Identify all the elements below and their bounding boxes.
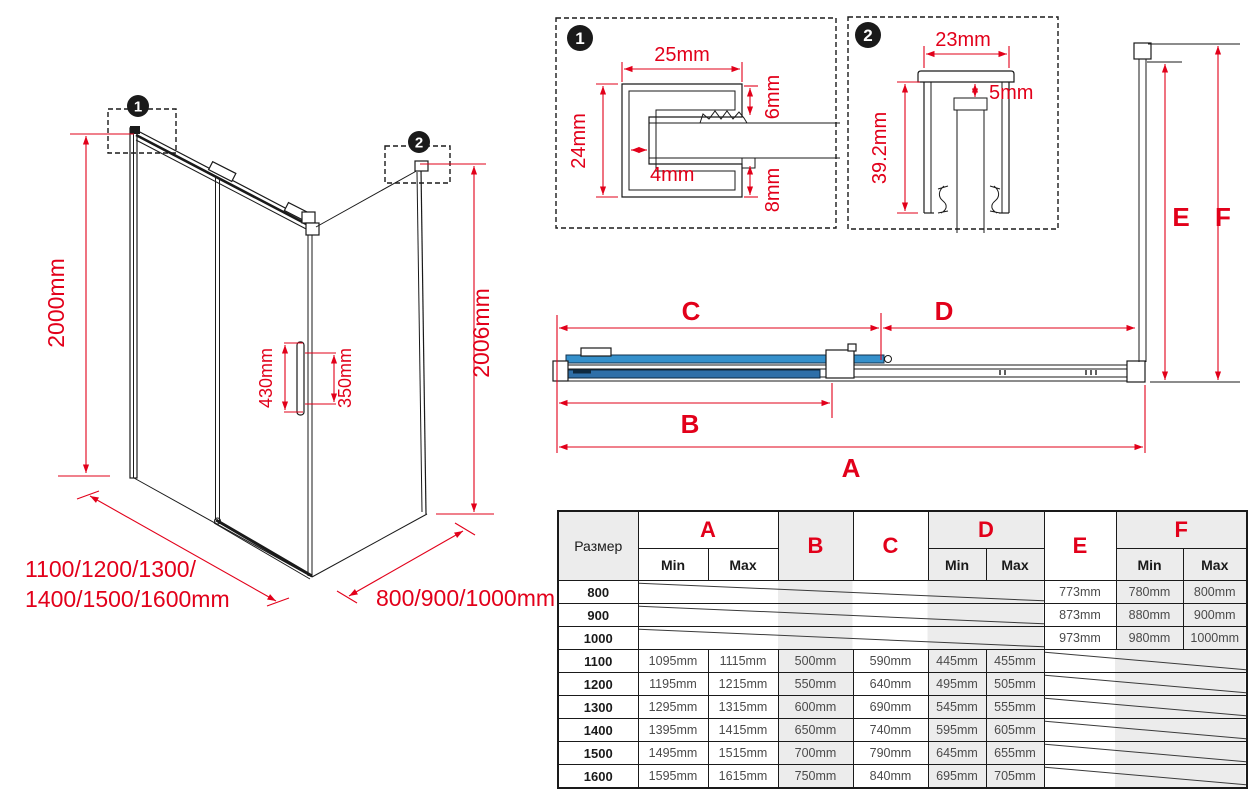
cell-a-min: 1195mm [638,673,708,696]
cell-d-max: 705mm [986,765,1044,789]
row-size-label: 800 [558,581,638,604]
cell-f-min: 880mm [1116,604,1183,627]
cell-b: 700mm [778,742,853,765]
panel-divider [215,176,221,524]
strike-line [639,581,1044,603]
cell-a-min: 1095mm [638,650,708,673]
strike-line [1045,673,1247,695]
marker-2-number: 2 [414,134,424,152]
cell-e: 873mm [1044,604,1116,627]
struck-cells-ef [1044,719,1247,742]
dim-width-options-line1: 1100/1200/1300/ [25,556,196,582]
subheader-d-max: Max [986,549,1044,581]
detail-2-badge-number: 2 [863,26,873,45]
cell-a-max: 1215mm [708,673,778,696]
side-panel [312,161,428,577]
table-row [558,581,1247,604]
plan-view [553,43,1240,483]
table-row [558,742,1247,765]
dim-label-c: C [681,296,701,326]
dim-profile-top-arm: 6mm [762,74,784,120]
table-row [558,650,1247,673]
subheader-f-max: Max [1183,549,1247,581]
row-size-label: 900 [558,604,638,627]
cell-c: 590mm [853,650,928,673]
roller-block-1 [209,162,236,182]
cell-d-min: 495mm [928,673,986,696]
subheader-a-max: Max [708,549,778,581]
cell-d-min: 695mm [928,765,986,789]
cell-a-max: 1415mm [708,719,778,742]
struck-cells-ef [1044,650,1247,673]
subheader-d-min: Min [928,549,986,581]
dim-height-left: 2000mm [43,258,69,348]
cell-b: 650mm [778,719,853,742]
column-header-a: A [638,511,778,549]
cell-b: 750mm [778,765,853,789]
marker-1 [108,95,176,153]
cell-f-max: 1000mm [1183,627,1247,650]
wall-profile-left [130,126,140,478]
detail-1 [556,18,840,228]
cell-a-min: 1395mm [638,719,708,742]
dim-label-f: F [1215,202,1231,232]
dim-height-right: 2006mm [468,288,494,378]
cell-b: 600mm [778,696,853,719]
cell-a-min: 1295mm [638,696,708,719]
struck-cells-ef [1044,742,1247,765]
cell-a-min: 1495mm [638,742,708,765]
dim-rail-width: 23mm [935,29,991,51]
dim-rail-height: 39.2mm [869,111,891,185]
cell-d-min: 645mm [928,742,986,765]
row-size-label: 1200 [558,673,638,696]
dim-depth-options: 800/900/1000mm [376,585,556,611]
dim-handle-inner: 350mm [335,347,355,409]
dim-profile-width: 25mm [654,44,710,66]
column-header-b: B [778,511,853,581]
row-size-label: 1600 [558,765,638,789]
table-row [558,604,1247,627]
dim-label-d: D [934,296,954,326]
isometric-view [25,95,555,612]
column-header-d: D [928,511,1044,549]
dim-width-options-line2: 1400/1500/1600mm [25,586,230,612]
table-row [558,719,1247,742]
top-rail [136,130,310,231]
cell-d-max: 605mm [986,719,1044,742]
struck-cells-ef [1044,765,1247,789]
dim-label-e: E [1172,202,1190,232]
detail-2 [848,17,1058,233]
cell-d-min: 545mm [928,696,986,719]
size-table [557,510,1248,789]
table-row [558,696,1247,719]
detail-1-badge [567,25,593,51]
strike-line [1045,742,1247,764]
detail-2-badge [855,22,881,48]
row-size-label: 1000 [558,627,638,650]
cell-d-min: 445mm [928,650,986,673]
table-row [558,627,1247,650]
cell-a-max: 1615mm [708,765,778,789]
strike-line [1045,696,1247,718]
subheader-a-min: Min [638,549,708,581]
cell-f-min: 780mm [1116,581,1183,604]
strike-line [1045,719,1247,741]
row-size-label: 1500 [558,742,638,765]
dim-handle-height: 430mm [256,347,276,409]
struck-cells-abcd [638,627,1044,650]
dim-profile-bottom-arm: 8mm [762,167,784,213]
table-row [558,765,1247,789]
cell-e: 773mm [1044,581,1116,604]
strike-line [639,604,1044,626]
column-header-e: E [1044,511,1116,581]
plan-dimensions [557,46,1231,483]
column-header-f: F [1116,511,1247,549]
cell-e: 973mm [1044,627,1116,650]
detail-1-badge-number: 1 [575,29,585,48]
dim-label-b: B [680,409,700,439]
cell-b: 500mm [778,650,853,673]
marker-1-number: 1 [133,98,143,116]
struck-cells-abcd [638,581,1044,604]
struck-cells-abcd [638,604,1044,627]
row-size-label: 1100 [558,650,638,673]
cell-a-max: 1315mm [708,696,778,719]
cell-d-max: 655mm [986,742,1044,765]
size-header: Размер [558,511,638,581]
cell-d-max: 505mm [986,673,1044,696]
table-row [558,673,1247,696]
struck-cells-ef [1044,696,1247,719]
cell-c: 840mm [853,765,928,789]
cell-a-min: 1595mm [638,765,708,789]
struck-cells-ef [1044,673,1247,696]
cell-c: 690mm [853,696,928,719]
cell-c: 790mm [853,742,928,765]
strike-line [1045,650,1247,672]
size-table-body [558,581,1247,789]
cell-b: 550mm [778,673,853,696]
strike-line [639,627,1044,649]
cell-d-max: 455mm [986,650,1044,673]
dim-rail-gap: 5mm [989,82,1034,104]
dim-profile-height: 24mm [568,113,590,169]
dim-profile-slot: 4mm [650,164,695,186]
column-header-c: C [853,511,928,581]
cell-c: 640mm [853,673,928,696]
cell-f-min: 980mm [1116,627,1183,650]
cell-d-min: 595mm [928,719,986,742]
cell-d-max: 555mm [986,696,1044,719]
door-handle [297,342,304,415]
cell-a-max: 1115mm [708,650,778,673]
detail-1-dimensions [568,44,784,212]
cell-a-max: 1515mm [708,742,778,765]
dim-label-a: A [841,453,861,483]
cell-f-max: 800mm [1183,581,1247,604]
row-size-label: 1400 [558,719,638,742]
cell-f-max: 900mm [1183,604,1247,627]
cell-c: 740mm [853,719,928,742]
strike-line [1045,765,1247,787]
row-size-label: 1300 [558,696,638,719]
subheader-f-min: Min [1116,549,1183,581]
